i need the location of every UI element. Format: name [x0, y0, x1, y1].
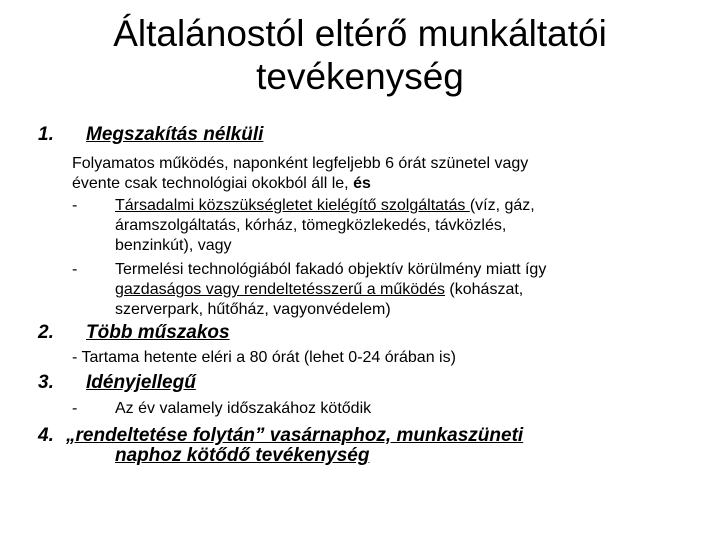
bullet1-dash: - — [72, 197, 78, 214]
bullet1-underlined: Társadalmi közszükségletet kielégítő szolgáltatás — [115, 197, 470, 214]
item3-heading: Idényjellegű — [86, 372, 196, 393]
item2-number: 2. — [38, 322, 54, 343]
item1-intro-line1: Folyamatos működés, naponként legfeljebb 6 órát szünetel vagy — [72, 155, 529, 172]
item1-intro-bold: és — [353, 175, 371, 192]
item1-heading: Megszakítás nélküli — [86, 124, 264, 145]
slide-title-line2: tevékenység — [256, 56, 464, 97]
bullet2-rest: (kohászat, — [444, 281, 524, 298]
item4-heading-line2: naphoz kötődő tevékenység — [115, 445, 370, 466]
item3-detail: Az év valamely időszakához kötődik — [115, 400, 372, 417]
bullet1-rest: (víz, gáz, — [469, 197, 535, 214]
bullet2-underlined: gazdaságos vagy rendeltetésszerű a működés — [115, 281, 445, 298]
bullet2-line3: szerverpark, hűtőház, vagyonvédelem) — [115, 301, 391, 318]
item2-detail: - Tartama hetente eléri a 80 órát (lehet 0-24 órában is) — [72, 349, 456, 366]
bullet1-line1 — [115, 196, 535, 216]
item1-intro-line2 — [72, 174, 371, 194]
item1-number: 1. — [38, 124, 54, 145]
item3-dash: - — [72, 400, 78, 417]
bullet1-line2: áramszolgáltatás, kórház, tömegközlekedés, távközlés, — [115, 217, 507, 234]
slide-title — [0, 12, 720, 98]
bullet2-dash: - — [72, 261, 78, 278]
item3-number: 3. — [38, 372, 54, 393]
item4-number: 4. — [38, 425, 54, 446]
item2-heading: Több műszakos — [86, 322, 230, 343]
item1-intro-text: évente csak technológiai okokból áll le, — [72, 175, 354, 192]
bullet1-line3: benzinkút), vagy — [115, 237, 232, 254]
slide-title-line1: Általánostól eltérő munkáltatói — [113, 13, 607, 54]
bullet2-line1: Termelési technológiából fakadó objektív körülmény miatt így — [115, 261, 547, 278]
item4-heading-line1: „rendeltetése folytán” vasárnaphoz, munkaszüneti — [66, 425, 524, 446]
bullet2-line2 — [115, 280, 523, 300]
